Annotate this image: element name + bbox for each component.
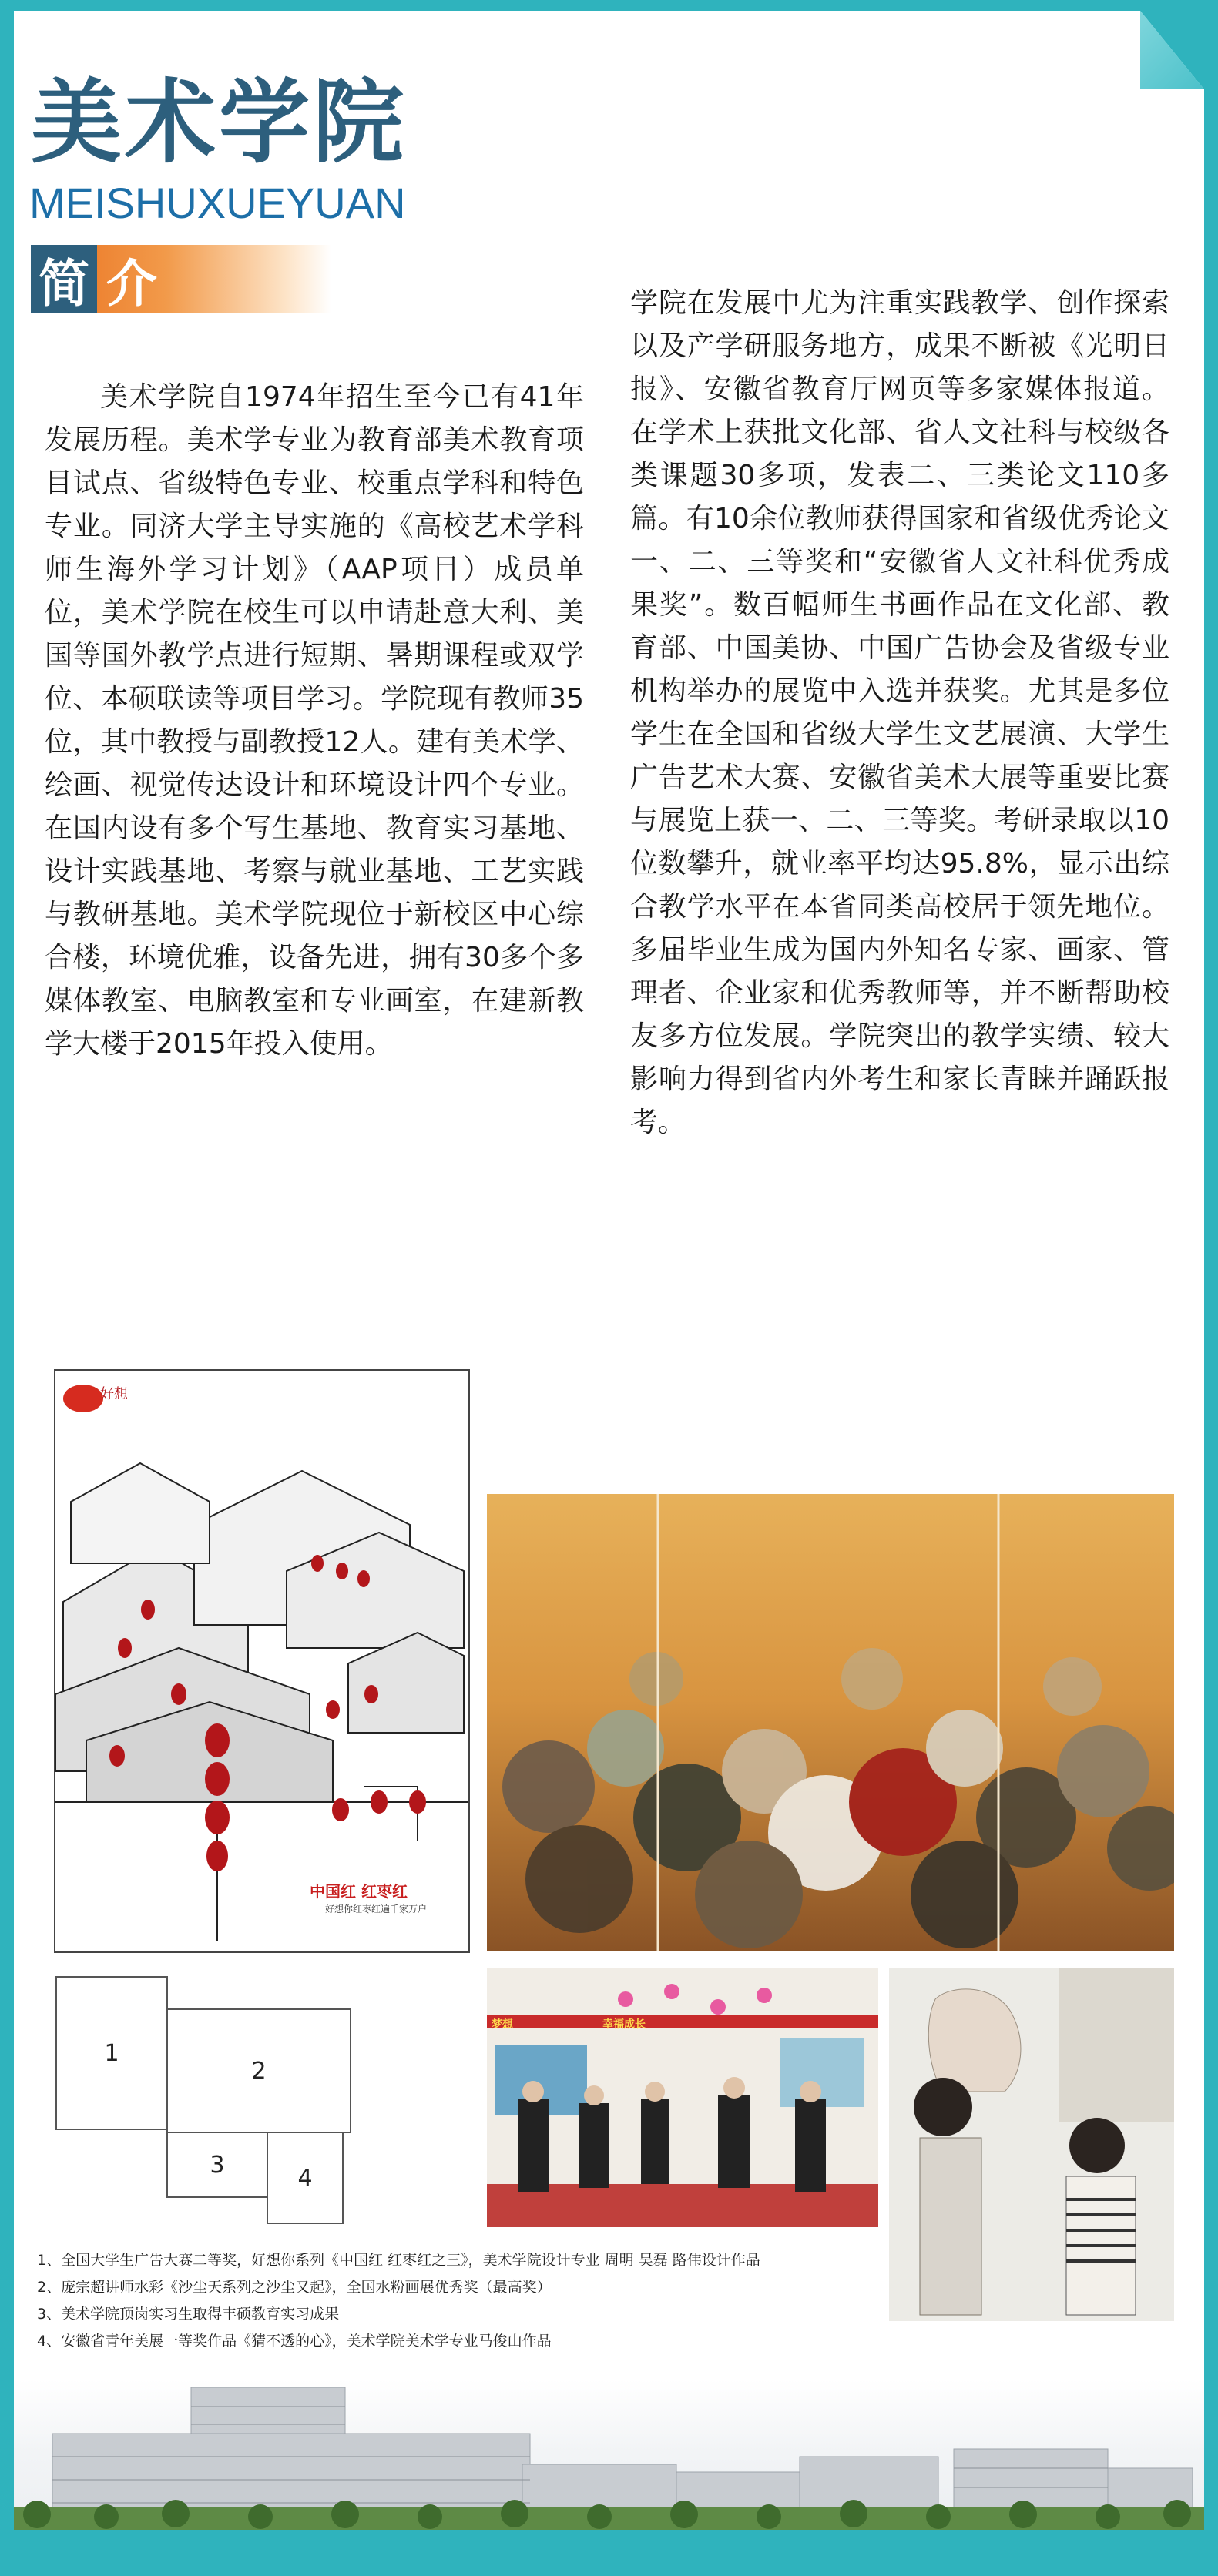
classroom-scene: [487, 1968, 878, 2227]
intro-text-right: 学院在发展中尤为注重实践教学、创作探索以及产学研服务地方，成果不断被《光明日报》、安徽省教育厅网页等多家媒体报道。在学术上获批文化部、省人文社科与校级各类课题30多项，发表二、三类论文110多篇。有10余位教师获得国家和省级优秀论文一、二、三等奖和“安徽省人文社科优秀成果奖”。数百幅师生书画作品在文化部、教育部、中国美协、中国广告协会及省级专业机构举办的展览中入选并获奖。尤其是多位学生在全国和省级大学生文艺展演、大学生广告艺术大赛、安徽省美术大展等重要比赛与展览上获一、二、三等奖。考研录取以10位数攀升，就业率平均达95.8%，显示出综合教学水平在本省同类高校居于领先地位。多届毕业生成为国内外知名专家、画家、管理者、企业家和优秀教师等，并不断帮助校友多方位发展。学院突出的教学实绩、较大影响力得到省内外考生和家长青睐并踊跃报考。: [630, 287, 1169, 1138]
girls-drawing-image: [889, 1968, 1174, 2321]
sketch-badge-text: 好想: [100, 1386, 128, 1402]
corner-fold: [1140, 11, 1204, 89]
caption-3: 3、美术学院顶岗实习生取得丰硕教育实习成果: [37, 2306, 340, 2323]
girls-drawing: [889, 1968, 1174, 2321]
page-title: 美术学院: [31, 69, 408, 176]
caption-2: 2、庞宗超讲师水彩《沙尘天系列之沙尘又起》，全国水粉画展优秀奖（最高奖）: [37, 2279, 552, 2296]
intro-label-text: 介: [106, 253, 157, 313]
sketch-caption-sub: 好想你红枣红遍千家万户: [325, 1904, 428, 1914]
page-subtitle: MEISHUXUEYUAN: [29, 179, 406, 227]
intro-label-box: 简: [31, 245, 97, 313]
classroom-photo: [487, 1968, 878, 2227]
classroom-banner-right: 幸福成长: [602, 2018, 646, 2031]
diagram-box-4: 4: [267, 2132, 344, 2224]
diagram-box-1: 1: [55, 1976, 168, 2130]
sketch-caption-title: 中国红 红枣红: [310, 1882, 408, 1901]
classroom-banner-left: 梦想: [492, 2018, 513, 2031]
caption-4: 4、安徽省青年美展一等奖作品《猜不透的心》，美术学院美术学专业马俊山作品: [37, 2333, 552, 2350]
intro-text-left: 美术学院自1974年招生至今已有41年发展历程。美术学专业为教育部美术教育项目试点、省级特色专业、校重点学科和特色专业。同济大学主导实施的《高校艺术学科师生海外学习计划》（AAP项目）成员单位，美术学院在校生可以申请赴意大利、美国等国外教学点进行短期、暑期课程或双学位、本硕联读等项目学习。学院现有教师35位，其中教授与副教授12人。建有美术学、绘画、视觉传达设计和环境设计四个专业。在国内设有多个写生基地、教育实习基地、设计实践基地、考察与就业基地、工艺实践与教研基地。美术学院现位于新校区中心综合楼，环境优雅，设备先进，拥有30多个多媒体教室、电脑教室和专业画室，在建新教学大楼于2015年投入使用。: [45, 381, 584, 1060]
sketch-drawing: [55, 1371, 468, 1951]
sketch-artwork-image: [54, 1369, 470, 1953]
diagram-box-3: 3: [166, 2132, 268, 2198]
campus-panorama-image: [14, 2380, 1204, 2562]
painting-triptych-image: [487, 1494, 1174, 1951]
caption-1: 1、全国大学生广告大赛二等奖，好想你系列《中国红 红枣红之三》，美术学院设计专业 周明 吴磊 路伟设计作品: [37, 2252, 760, 2269]
sketch-badge: [63, 1385, 103, 1412]
painting-crowd: [487, 1494, 1174, 1951]
campus-buildings: [14, 2380, 1204, 2562]
intro-section-label: [31, 245, 331, 313]
diagram-box-2: 2: [166, 2008, 351, 2133]
